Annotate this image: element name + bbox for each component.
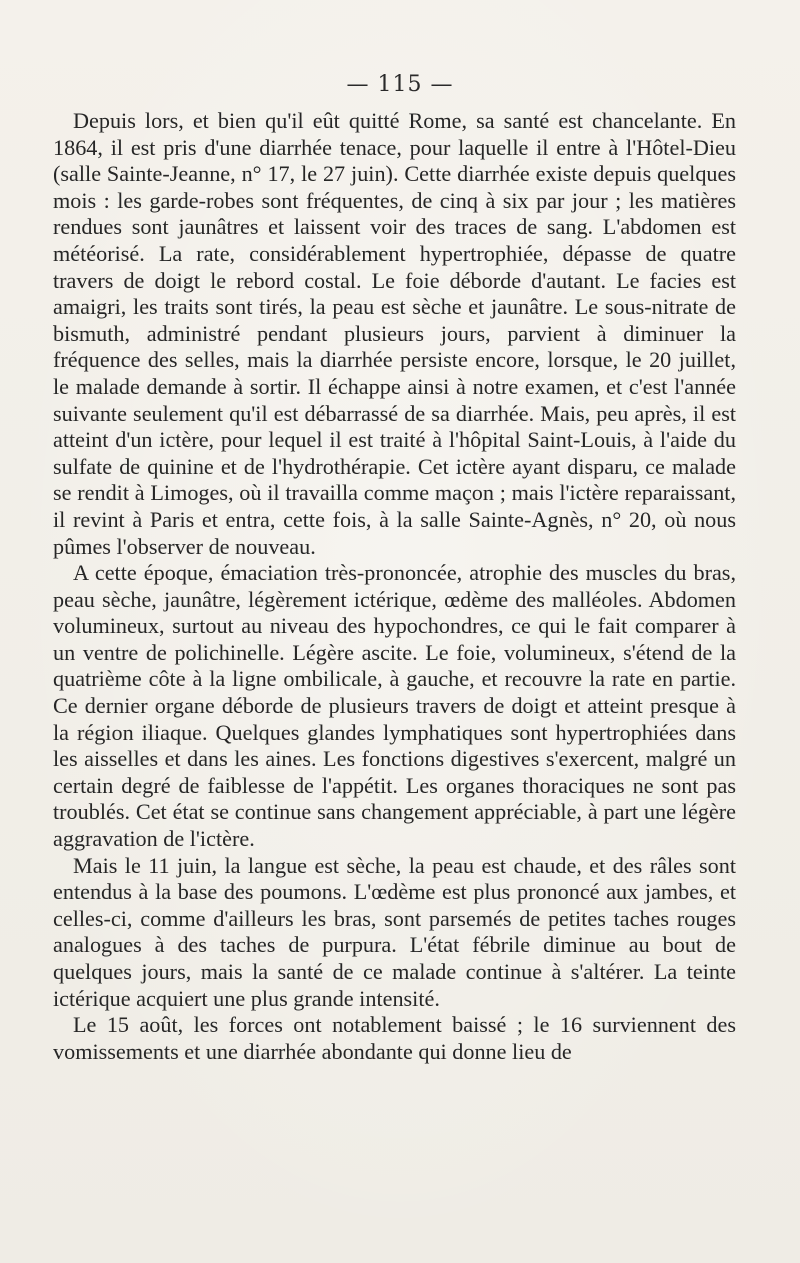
page-number: — 115 — [346,72,454,97]
body-text [53,108,736,1065]
paragraph: Le 15 août, les forces ont notablement baissé ; le 16 surviennent des vomissements et une diarrhée abondante qui donne lieu de [53,1012,736,1064]
paragraph: A cette époque, émaciation très-prononcée, atrophie des muscles du bras, peau sèche, jaunâtre, légèrement ictérique, œdème des malléoles. Abdomen volumineux, surtout au niveau des hypochondres, ce qui le fait comparer à un ventre de polichinelle. Légère ascite. Le foie, volumineux, s'étend de la quatrième côte à la ligne ombilicale, à gauche, et recouvre la rate en partie. Ce dernier organe déborde de plusieurs travers de doigt et atteint presque à la région iliaque. Quelques glandes lymphatiques sont hypertrophiées dans les aisselles et dans les aines. Les fonctions digestives s'exercent, malgré un certain degré de faiblesse de l'appétit. Les organes thoraciques ne sont pas troublés. Cet état se continue sans changement appréciable, à part une légère aggravation de l'ictère. [53,560,736,852]
paragraph: Mais le 11 juin, la langue est sèche, la peau est chaude, et des râles sont entendus à la base des poumons. L'œdème est plus prononcé aux jambes, et celles-ci, comme d'ailleurs les bras, sont parsemés de petites taches rouges analogues à des taches de purpura. L'état fébrile diminue au bout de quelques jours, mais la santé de ce malade continue à s'altérer. La teinte ictérique acquiert une plus grande intensité. [53,852,736,1011]
paragraph: Depuis lors, et bien qu'il eût quitté Rome, sa santé est chancelante. En 1864, il est pris d'une diarrhée tenace, pour laquelle il entre à l'Hôtel-Dieu (salle Sainte-Jeanne, n° 17, le 27 juin). Cette diarrhée existe depuis quelques mois : les garde-robes sont fréquentes, de cinq à six par jour ; les matières rendues sont jaunâtres et laissent voir des traces de sang. L'abdomen est météorisé. La rate, considérablement hypertrophiée, dépasse de quatre travers de doigt le rebord costal. Le foie déborde d'autant. Le facies est amaigri, les traits sont tirés, la peau est sèche et jaunâtre. Le sous-nitrate de bismuth, administré pendant plusieurs jours, parvient à diminuer la fréquence des selles, mais la diarrhée persiste encore, lorsque, le 20 juillet, le malade demande à sortir. Il échappe ainsi à notre examen, et c'est l'année suivante seulement qu'il est débarrassé de sa diarrhée. Mais, peu après, il est atteint d'un ictère, pour lequel il est traité à l'hôpital Saint-Louis, à l'aide du sulfate de quinine et de l'hydrothérapie. Cet ictère ayant disparu, ce malade se rendit à Limoges, où il travailla comme maçon ; mais l'ictère reparaissant, il revint à Paris et entra, cette fois, à la salle Sainte-Agnès, n° 20, où nous pûmes l'observer de nouveau. [53,108,736,559]
